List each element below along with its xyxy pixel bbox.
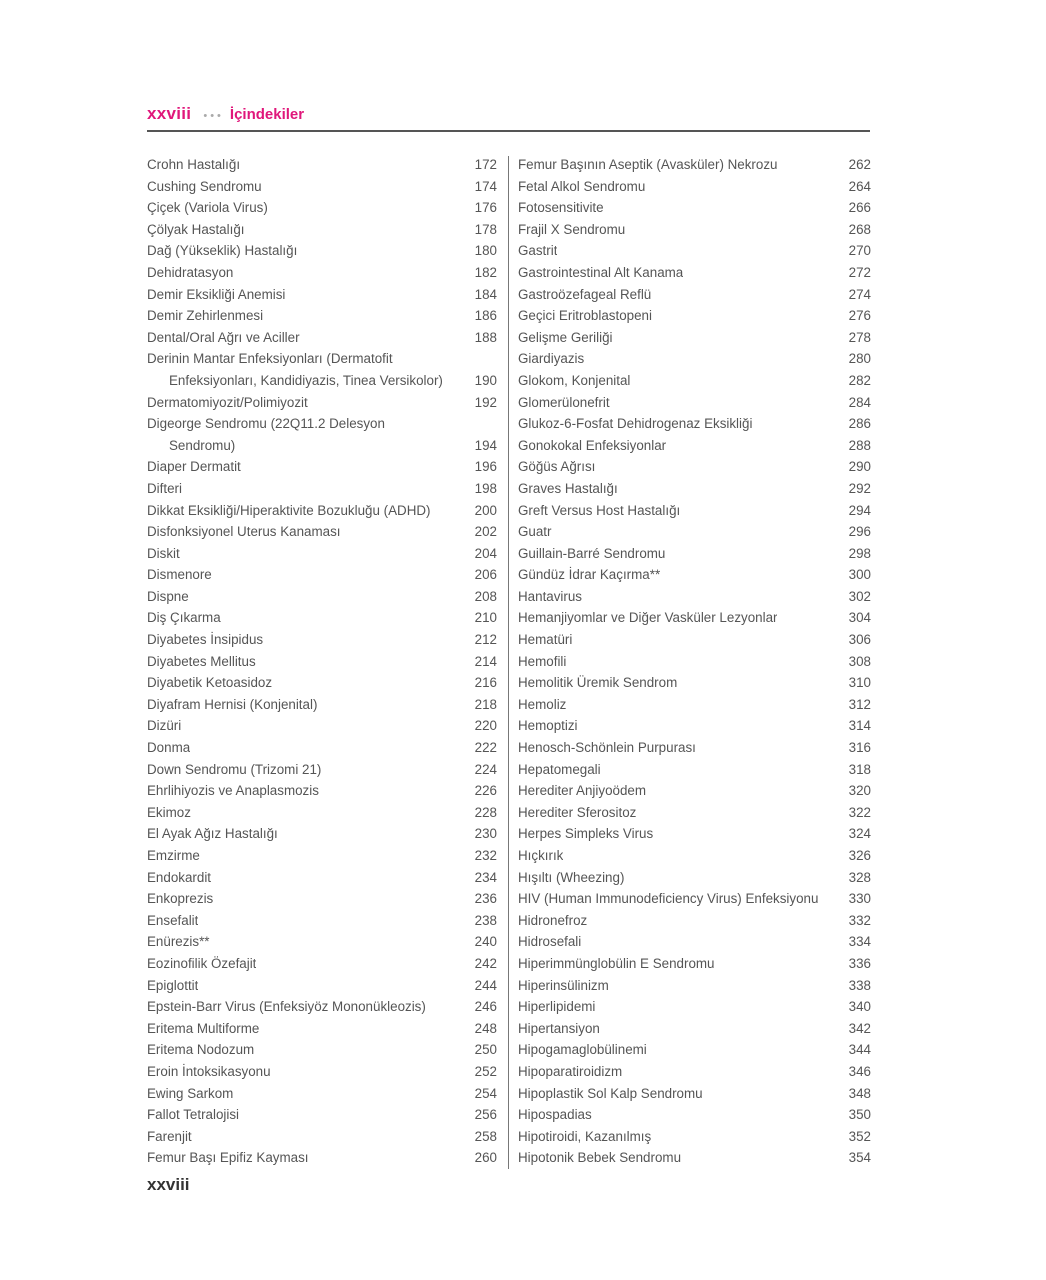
toc-entry-page: 354: [848, 1150, 871, 1166]
toc-entry[interactable]: [518, 370, 871, 392]
toc-entry[interactable]: [147, 1104, 497, 1126]
toc-entry-page: 188: [474, 329, 497, 345]
toc-entry-page: 220: [474, 718, 497, 734]
toc-entry[interactable]: [518, 759, 871, 781]
toc-left-column: [147, 154, 497, 1169]
toc-entry-page: 224: [474, 761, 497, 777]
toc-entry-title: Çölyak Hastalığı: [147, 221, 245, 237]
toc-entry-page: 204: [474, 545, 497, 561]
toc-entry-title: Difteri: [147, 480, 182, 496]
toc-entry[interactable]: [147, 1039, 497, 1061]
toc-entry-page: 222: [474, 740, 497, 756]
toc-entry-title: Femur Başı Epifiz Kayması: [147, 1150, 309, 1166]
separator-dots: •••: [203, 110, 224, 122]
toc-entry-title: Eritema Nodozum: [147, 1042, 255, 1058]
toc-entry-title: Hipogamaglobülinemi: [518, 1042, 647, 1058]
toc-entry-title: Graves Hastalığı: [518, 480, 618, 496]
toc-entry-title: El Ayak Ağız Hastalığı: [147, 826, 278, 842]
toc-entry-title: Glomerülonefrit: [518, 394, 610, 410]
toc-entry-title: Dismenore: [147, 567, 212, 583]
toc-entry[interactable]: [147, 197, 497, 219]
toc-entry[interactable]: [147, 1126, 497, 1148]
toc-entry[interactable]: [147, 910, 497, 932]
toc-entry[interactable]: [147, 413, 497, 456]
toc-entry[interactable]: [518, 500, 871, 522]
toc-entry-title: Demir Zehirlenmesi: [147, 308, 264, 324]
toc-entry-title: Dikkat Eksikliği/Hiperaktivite Bozukluğu (ADHD): [147, 502, 431, 518]
toc-entry[interactable]: [518, 931, 871, 953]
toc-entry[interactable]: [518, 1126, 871, 1148]
toc-entry-title: Gonokokal Enfeksiyonlar: [518, 437, 667, 453]
toc-entry[interactable]: [147, 262, 497, 284]
toc-entry-page: 186: [474, 308, 497, 324]
toc-entry-page: 300: [848, 567, 871, 583]
toc-entry[interactable]: [518, 910, 871, 932]
toc-entry-title: Herpes Simpleks Virus: [518, 826, 654, 842]
toc-entry-page: 310: [848, 675, 871, 691]
toc-entry[interactable]: [147, 802, 497, 824]
toc-entry[interactable]: [518, 262, 871, 284]
toc-entry-title: Hipertansiyon: [518, 1020, 600, 1036]
toc-entry-title: Epstein-Barr Virus (Enfeksiyöz Mononükleozis): [147, 999, 426, 1015]
toc-entry-title: Enürezis**: [147, 934, 210, 950]
toc-entry[interactable]: [147, 629, 497, 651]
toc-entry-title: Herediter Sferositoz: [518, 804, 637, 820]
toc-entry-title: Diyabetes İnsipidus: [147, 632, 264, 648]
toc-entry[interactable]: [518, 327, 871, 349]
toc-entry-title: Gastrointestinal Alt Kanama: [518, 264, 684, 280]
running-header: [147, 104, 304, 124]
toc-entry-title: Hiperinsülinizm: [518, 977, 609, 993]
toc-entry-page: 192: [474, 394, 497, 410]
toc-entry-page: 346: [848, 1063, 871, 1079]
toc-entry-title: Dehidratasyon: [147, 264, 234, 280]
toc-entry[interactable]: [518, 240, 871, 262]
toc-entry[interactable]: [518, 953, 871, 975]
toc-entry-page: 326: [848, 848, 871, 863]
toc-entry-title: Gastroözefageal Reflü: [518, 286, 652, 302]
toc-entry[interactable]: [518, 586, 871, 608]
toc-entry-page: 304: [848, 610, 871, 626]
toc-entry-title: Göğüs Ağrısı: [518, 459, 596, 475]
toc-entry[interactable]: [518, 629, 871, 651]
toc-entry-page: 176: [474, 200, 497, 216]
toc-entry[interactable]: [518, 715, 871, 737]
toc-entry-title: Hıçkırık: [518, 848, 564, 863]
toc-entry-title: Giardiyazis: [518, 351, 585, 367]
toc-entry-title: Dispne: [147, 588, 189, 604]
toc-entry-page: 208: [474, 588, 497, 604]
toc-entry-page: 268: [848, 221, 871, 237]
toc-entry-title: Diaper Dermatit: [147, 459, 241, 475]
toc-entry-title: Farenjit: [147, 1128, 192, 1144]
toc-entry[interactable]: [147, 780, 497, 802]
toc-entry-page: 258: [474, 1128, 497, 1144]
toc-entry[interactable]: [147, 586, 497, 608]
toc-entry-title: Fallot Tetralojisi: [147, 1107, 240, 1123]
toc-entry-title: Diyabetes Mellitus: [147, 653, 256, 669]
toc-entry[interactable]: [518, 564, 871, 586]
toc-entry-page: 294: [848, 502, 871, 518]
toc-entry-page: 314: [848, 718, 871, 734]
toc-entry-page: 352: [848, 1128, 871, 1144]
toc-entry-title: Hantavirus: [518, 588, 583, 604]
toc-entry[interactable]: [147, 953, 497, 975]
toc-entry-page: 306: [848, 632, 871, 648]
header-page-number: xxviii: [147, 104, 192, 123]
toc-entry[interactable]: [147, 240, 497, 262]
toc-entry-page: 348: [848, 1085, 871, 1101]
toc-entry-page: 232: [474, 848, 497, 863]
toc-entry-title: Eritema Multiforme: [147, 1020, 260, 1036]
toc-entry-page: 184: [474, 286, 497, 302]
toc-entry-title: Disfonksiyonel Uterus Kanaması: [147, 524, 341, 540]
toc-entry[interactable]: [518, 435, 871, 457]
toc-entry-title: Dental/Oral Ağrı ve Aciller: [147, 329, 300, 345]
toc-entry[interactable]: [518, 478, 871, 500]
toc-entry-title: Henosch-Schönlein Purpurası: [518, 740, 696, 756]
toc-entry-title: Eroin İntoksikasyonu: [147, 1063, 271, 1079]
toc-entry[interactable]: [147, 672, 497, 694]
toc-entry-page: 320: [848, 783, 871, 799]
toc-entry-page: 234: [474, 869, 497, 885]
toc-entry-title: Dizüri: [147, 718, 182, 734]
toc-entry[interactable]: [518, 694, 871, 716]
toc-entry-title: Demir Eksikliği Anemisi: [147, 286, 286, 302]
toc-entry-page: 338: [848, 977, 871, 993]
toc-entry-title: Dağ (Yükseklik) Hastalığı: [147, 243, 298, 259]
toc-entry-page: 318: [848, 761, 871, 777]
toc-entry[interactable]: [518, 413, 871, 435]
toc-entry-title: Dermatomiyozit/Polimiyozit: [147, 394, 308, 410]
toc-entry-page: 236: [474, 891, 497, 907]
toc-entry-page: 242: [474, 955, 497, 971]
toc-entry-title: Hışıltı (Wheezing): [518, 869, 625, 885]
toc-entry-title: Hipospadias: [518, 1107, 592, 1123]
toc-entry[interactable]: [518, 651, 871, 673]
toc-entry-title: Ehrlihiyozis ve Anaplasmozis: [147, 783, 319, 799]
toc-entry-page: 256: [474, 1107, 497, 1123]
toc-entry-title: Donma: [147, 740, 191, 756]
toc-entry-page: 340: [848, 999, 871, 1015]
toc-entry-title: Geçici Eritroblastopeni: [518, 308, 652, 324]
toc-entry[interactable]: [147, 823, 497, 845]
toc-entry-page: 350: [848, 1107, 871, 1123]
column-divider: [508, 156, 509, 1169]
toc-entry[interactable]: [147, 284, 497, 306]
toc-entry[interactable]: [518, 1039, 871, 1061]
toc-entry[interactable]: [518, 823, 871, 845]
toc-entry-title: Derinin Mantar Enfeksiyonları (Dermatofit: [147, 351, 393, 367]
toc-entry-page: 244: [474, 977, 497, 993]
header-rule: [147, 130, 870, 132]
toc-entry-title: HIV (Human Immunodeficiency Virus) Enfeksiyonu: [518, 891, 819, 907]
toc-entry[interactable]: [147, 845, 497, 867]
toc-right-column: [518, 154, 871, 1169]
toc-entry-page: 228: [474, 804, 497, 820]
toc-entry[interactable]: [147, 1083, 497, 1105]
toc-entry-title: Eozinofilik Özefajit: [147, 955, 257, 971]
toc-entry-page: 298: [848, 545, 871, 561]
toc-entry-title: Hemofili: [518, 653, 567, 669]
toc-entry[interactable]: [518, 176, 871, 198]
toc-entry-title: Hiperimmünglobülin E Sendromu: [518, 955, 715, 971]
toc-entry[interactable]: [518, 737, 871, 759]
toc-entry-page: 214: [474, 653, 497, 669]
toc-entry-page: 264: [848, 178, 871, 194]
toc-entry-title: Fotosensitivite: [518, 200, 604, 216]
toc-entry-page: 252: [474, 1063, 497, 1079]
toc-entry-page: 198: [474, 480, 497, 496]
toc-entry-title: Ewing Sarkom: [147, 1085, 234, 1101]
toc-entry[interactable]: [147, 392, 497, 414]
toc-entry-page: 238: [474, 912, 497, 928]
toc-entry-page: 308: [848, 653, 871, 669]
toc-entry-title: Hidrosefali: [518, 934, 582, 950]
toc-entry[interactable]: [518, 284, 871, 306]
toc-entry[interactable]: [518, 867, 871, 889]
toc-entry-title: Diyafram Hernisi (Konjenital): [147, 696, 318, 712]
toc-entry[interactable]: [147, 867, 497, 889]
toc-entry[interactable]: [147, 1061, 497, 1083]
toc-entry-page: 332: [848, 912, 871, 928]
toc-entry-title: Diş Çıkarma: [147, 610, 221, 626]
toc-entry[interactable]: [518, 845, 871, 867]
toc-entry-title: Enkoprezis: [147, 891, 214, 907]
toc-entry-page: 328: [848, 869, 871, 885]
toc-entry[interactable]: [147, 651, 497, 673]
toc-entry-title: Gelişme Geriliği: [518, 329, 613, 345]
toc-entry[interactable]: [518, 197, 871, 219]
toc-entry[interactable]: [518, 219, 871, 241]
toc-entry-page: 182: [474, 264, 497, 280]
toc-entry-title: Hemolitik Üremik Sendrom: [518, 675, 678, 691]
toc-entry[interactable]: [147, 759, 497, 781]
toc-entry[interactable]: [518, 392, 871, 414]
toc-entry-title: Femur Başının Aseptik (Avasküler) Nekrozu: [518, 157, 778, 172]
toc-entry-title: Diyabetik Ketoasidoz: [147, 675, 273, 691]
toc-entry-page: 276: [848, 308, 871, 324]
toc-entry[interactable]: [147, 737, 497, 759]
toc-entry-page: 302: [848, 588, 871, 604]
toc-entry-page: 330: [848, 891, 871, 907]
toc-entry-title: Hipotonik Bebek Sendromu: [518, 1150, 682, 1166]
toc-entry-page: 274: [848, 286, 871, 302]
toc-entry-title: Digeorge Sendromu (22Q11.2 Delesyon: [147, 416, 385, 432]
toc-entry-page: 200: [474, 502, 497, 518]
toc-entry-page: 324: [848, 826, 871, 842]
toc-entry[interactable]: [147, 543, 497, 565]
toc-entry[interactable]: [518, 348, 871, 370]
toc-entry-title-continued: Sendromu): [169, 437, 236, 453]
toc-entry[interactable]: [518, 154, 871, 176]
toc-entry[interactable]: [518, 1018, 871, 1040]
toc-entry[interactable]: [147, 607, 497, 629]
toc-entry-page: 226: [474, 783, 497, 799]
toc-entry[interactable]: [518, 802, 871, 824]
toc-entry-page: 172: [474, 157, 497, 172]
toc-entry-title: Crohn Hastalığı: [147, 157, 241, 172]
toc-entry[interactable]: [518, 672, 871, 694]
toc-entry-title: Epiglottit: [147, 977, 199, 993]
toc-entry-title: Gündüz İdrar Kaçırma**: [518, 567, 661, 583]
toc-entry-title: Hiperlipidemi: [518, 999, 596, 1015]
toc-entry-page: 230: [474, 826, 497, 842]
toc-entry-page: 282: [848, 372, 871, 388]
toc-entry-page: 272: [848, 264, 871, 280]
toc-entry-page: 322: [848, 804, 871, 820]
toc-entry[interactable]: [518, 543, 871, 565]
toc-entry[interactable]: [518, 456, 871, 478]
toc-entry[interactable]: [518, 996, 871, 1018]
toc-entry-page: 312: [848, 696, 871, 712]
toc-entry[interactable]: [147, 996, 497, 1018]
toc-entry-title: Glukoz-6-Fosfat Dehidrogenaz Eksikliği: [518, 416, 753, 432]
toc-entry-title: Glokom, Konjenital: [518, 372, 631, 388]
toc-entry[interactable]: [147, 694, 497, 716]
toc-entry[interactable]: [518, 521, 871, 543]
toc-entry[interactable]: [147, 305, 497, 327]
toc-entry[interactable]: [147, 975, 497, 997]
toc-entry-page: 262: [848, 157, 871, 172]
toc-entry[interactable]: [518, 1147, 871, 1169]
toc-entry[interactable]: [147, 348, 497, 391]
toc-entry-page: 246: [474, 999, 497, 1015]
toc-entry-page: 270: [848, 243, 871, 259]
toc-entry-title: Gastrit: [518, 243, 558, 259]
toc-entry[interactable]: [147, 176, 497, 198]
toc-entry[interactable]: [147, 456, 497, 478]
toc-entry-title: Hematüri: [518, 632, 573, 648]
toc-entry[interactable]: [147, 521, 497, 543]
toc-entry-title: Endokardit: [147, 869, 212, 885]
section-title: İçindekiler: [229, 106, 305, 123]
toc-entry[interactable]: [147, 327, 497, 349]
toc-entry-page: 292: [848, 480, 871, 496]
toc-entry-page: 336: [848, 955, 871, 971]
toc-entry-page: 212: [474, 632, 497, 648]
toc-entry-page: 316: [848, 740, 871, 756]
toc-entry-title: Hemoliz: [518, 696, 567, 712]
toc-entry[interactable]: [518, 780, 871, 802]
toc-entry[interactable]: [147, 1147, 497, 1169]
toc-entry-title: Frajil X Sendromu: [518, 221, 626, 237]
toc-entry-page: 254: [474, 1085, 497, 1101]
toc-entry-page: 178: [474, 221, 497, 237]
toc-entry[interactable]: [147, 500, 497, 522]
toc-entry[interactable]: [147, 478, 497, 500]
toc-entry-page: 342: [848, 1020, 871, 1036]
toc-entry-title: Hipoparatiroidizm: [518, 1063, 623, 1079]
toc-entry-page: 202: [474, 524, 497, 540]
toc-entry-page: 194: [474, 437, 497, 453]
toc-entry-page: 190: [474, 372, 497, 388]
toc-entry-page: 174: [474, 178, 497, 194]
toc-entry-page: 216: [474, 675, 497, 691]
toc-entry-title: Diskit: [147, 545, 180, 561]
toc-entry-title: Çiçek (Variola Virus): [147, 200, 268, 216]
toc-entry-page: 266: [848, 200, 871, 216]
toc-entry[interactable]: [518, 1083, 871, 1105]
footer-page-number: xxviii: [147, 1175, 190, 1194]
toc-entry[interactable]: [518, 607, 871, 629]
toc-entry-page: 278: [848, 329, 871, 345]
toc-entry-title: Herediter Anjiyoödem: [518, 783, 647, 799]
toc-entry-title: Ekimoz: [147, 804, 191, 820]
toc-entry[interactable]: [518, 888, 871, 910]
toc-entry[interactable]: [147, 888, 497, 910]
toc-entry-title: Emzirme: [147, 848, 200, 863]
toc-entry-page: 344: [848, 1042, 871, 1058]
toc-entry[interactable]: [518, 975, 871, 997]
toc-entry-title: Down Sendromu (Trizomi 21): [147, 761, 322, 777]
toc-entry[interactable]: [147, 564, 497, 586]
toc-entry-title: Hemoptizi: [518, 718, 578, 734]
toc-entry-page: 286: [848, 416, 871, 432]
toc-entry[interactable]: [518, 305, 871, 327]
toc-entry-page: 206: [474, 567, 497, 583]
toc-entry-page: 240: [474, 934, 497, 950]
toc-entry-page: 196: [474, 459, 497, 475]
toc-entry-page: 280: [848, 351, 871, 367]
toc-entry-title: Guatr: [518, 524, 552, 540]
toc-entry-title: Cushing Sendromu: [147, 178, 262, 194]
toc-entry-page: 284: [848, 394, 871, 410]
toc-entry-title-continued: Enfeksiyonları, Kandidiyazis, Tinea Versikolor): [169, 372, 443, 388]
toc-entry-title: Hidronefroz: [518, 912, 588, 928]
toc-entry[interactable]: [518, 1061, 871, 1083]
toc-entry[interactable]: [147, 219, 497, 241]
toc-entry-title: Guillain-Barré Sendromu: [518, 545, 666, 561]
toc-entry-title: Hemanjiyomlar ve Diğer Vasküler Lezyonlar: [518, 610, 778, 626]
toc-entry-page: 250: [474, 1042, 497, 1058]
toc-entry-page: 260: [474, 1150, 497, 1166]
toc-entry-title: Hipoplastik Sol Kalp Sendromu: [518, 1085, 703, 1101]
toc-entry-page: 210: [474, 610, 497, 626]
toc-entry[interactable]: [147, 1018, 497, 1040]
toc-entry-page: 248: [474, 1020, 497, 1036]
toc-entry-page: 296: [848, 524, 871, 540]
toc-entry[interactable]: [518, 1104, 871, 1126]
toc-entry-page: 334: [848, 934, 871, 950]
toc-entry[interactable]: [147, 154, 497, 176]
toc-entry-title: Greft Versus Host Hastalığı: [518, 502, 681, 518]
toc-entry[interactable]: [147, 931, 497, 953]
toc-entry-title: Hepatomegali: [518, 761, 601, 777]
toc-entry[interactable]: [147, 715, 497, 737]
toc-entry-title: Hipotiroidi, Kazanılmış: [518, 1128, 652, 1144]
toc-entry-page: 180: [474, 243, 497, 259]
toc-entry-title: Fetal Alkol Sendromu: [518, 178, 646, 194]
toc-entry-page: 218: [474, 696, 497, 712]
toc-entry-page: 290: [848, 459, 871, 475]
toc-entry-page: 288: [848, 437, 871, 453]
toc-entry-title: Ensefalit: [147, 912, 199, 928]
